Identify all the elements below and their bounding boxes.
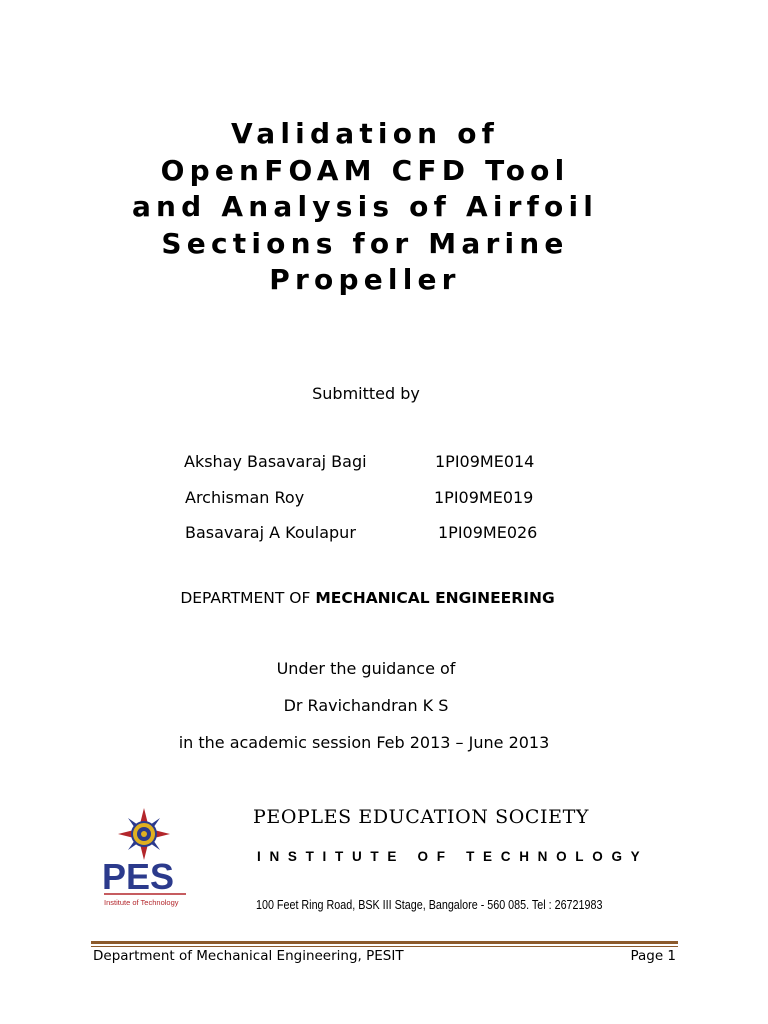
society-name: PEOPLES EDUCATION SOCIETY <box>253 806 590 828</box>
author-name: Archisman Roy <box>185 488 305 507</box>
institute-address: 100 Feet Ring Road, BSK III Stage, Bangalore - 560 085. Tel : 26721983 <box>256 898 603 912</box>
title-line: Propeller <box>269 263 461 296</box>
title-line: OpenFOAM CFD Tool <box>160 153 570 187</box>
author-id: 1PI09ME014 <box>435 452 535 471</box>
department-prefix: DEPARTMENT OF <box>180 589 316 607</box>
author-name: Akshay Basavaraj Bagi <box>184 452 367 471</box>
submitted-by-label: Submitted by <box>312 384 420 403</box>
pes-logo <box>100 806 200 916</box>
title-line: and Analysis of Airfoil <box>131 190 599 223</box>
pes-emblem-icon <box>100 806 200 916</box>
logo-subtext: Institute of Technology <box>104 898 179 907</box>
title-line: Validation of <box>230 117 500 150</box>
author-id: 1PI09ME019 <box>434 488 534 507</box>
author-name: Basavaraj A Koulapur <box>185 523 356 542</box>
author-id: 1PI09ME026 <box>438 523 538 542</box>
department-name: MECHANICAL ENGINEERING <box>315 589 555 607</box>
guide-name: Dr Ravichandran K S <box>283 696 449 715</box>
page-number: Page 1 <box>630 948 676 964</box>
guidance-label: Under the guidance of <box>276 659 456 678</box>
institute-name: INSTITUTE OF TECHNOLOGY <box>257 849 649 864</box>
academic-session: in the academic session Feb 2013 – June 2013 <box>178 733 550 752</box>
title-line: Sections for Marine <box>161 226 569 260</box>
logo-text: PES <box>102 856 175 897</box>
document-title <box>60 116 670 299</box>
footer-department: Department of Mechanical Engineering, PESIT <box>93 948 404 964</box>
footer-divider <box>91 941 678 944</box>
department-line <box>0 589 735 607</box>
footer-divider-thin <box>91 946 678 947</box>
